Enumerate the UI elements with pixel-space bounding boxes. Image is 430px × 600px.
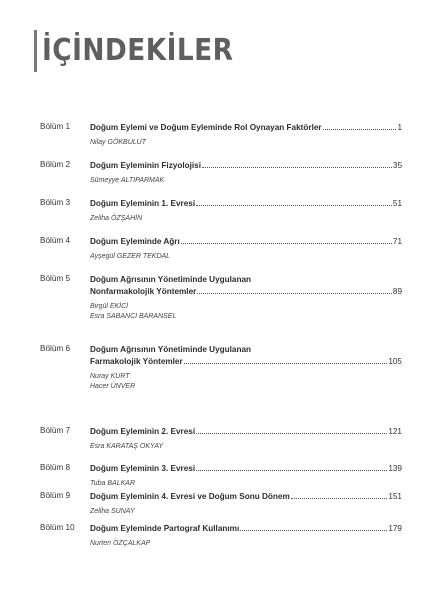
entry-body — [90, 160, 402, 186]
dot-leader — [181, 236, 392, 244]
chapter-number: Bölüm 2 — [40, 160, 71, 169]
dot-leader — [240, 523, 387, 531]
chapter-number: Bölüm 1 — [40, 122, 71, 131]
chapter-title: Doğum Eyleminin 2. Evresi — [90, 427, 196, 436]
page-number: 151 — [388, 492, 402, 501]
chapter-title: Doğum Eyleminde Partograf Kullanımı — [90, 524, 240, 533]
chapter-title: Doğum Ağrısının Yönetiminde Uygulanan — [90, 345, 252, 354]
entry-body — [90, 344, 402, 392]
page-number: 179 — [388, 524, 402, 533]
chapter-title-line — [90, 198, 402, 210]
dot-leader — [202, 160, 392, 168]
page-number: 89 — [392, 287, 402, 296]
author-list — [90, 479, 402, 489]
chapter-title: Doğum Eyleminde Ağrı — [90, 237, 180, 246]
entry-body — [90, 463, 402, 489]
chapter-title-line — [90, 122, 402, 134]
entry-body — [90, 523, 402, 549]
chapter-title: Doğum Ağrısının Yönetiminde Uygulanan — [90, 275, 252, 284]
page-number: 1 — [397, 123, 402, 132]
chapter-title-line — [90, 426, 402, 438]
chapter-title: Farmakolojik Yöntemler — [90, 357, 183, 366]
title-accent-bar — [34, 30, 37, 72]
chapter-title-line — [90, 286, 402, 298]
author-list — [90, 176, 402, 186]
author-name: Esra KARATAŞ OKYAY — [90, 443, 164, 450]
chapter-number: Bölüm 6 — [40, 344, 71, 353]
author-name: Hacer ÜNVER — [90, 383, 136, 390]
page-number: 139 — [388, 464, 402, 473]
page-number: 51 — [392, 199, 402, 208]
author-name: Esra SABANCI BARANSEL — [90, 313, 177, 320]
chapter-title-line — [90, 344, 402, 356]
chapter-number: Bölüm 7 — [40, 426, 71, 435]
dot-leader — [197, 286, 392, 294]
author-list — [90, 214, 402, 224]
chapter-number: Bölüm 10 — [40, 523, 75, 532]
author-name: Ayşegül GEZER TEKDAL — [90, 253, 171, 260]
dot-leader — [196, 463, 387, 471]
entry-body — [90, 491, 402, 517]
chapter-number: Bölüm 9 — [40, 491, 71, 500]
author-name: Birgül EKİCİ — [90, 303, 129, 310]
chapter-title: Doğum Eylemi ve Doğum Eyleminde Rol Oynayan Faktörler — [90, 123, 322, 132]
author-name: Nilay GÖKBULUT — [90, 139, 147, 146]
chapter-title: Doğum Eyleminin 4. Evresi ve Doğum Sonu Dönem — [90, 492, 290, 501]
dot-leader — [291, 491, 388, 499]
page-number: 71 — [392, 237, 402, 246]
page-title: İÇİNDEKİLER — [42, 33, 234, 68]
chapter-number: Bölüm 4 — [40, 236, 71, 245]
author-name: Nuray KURT — [90, 373, 130, 380]
dot-leader — [196, 426, 387, 434]
entry-body — [90, 198, 402, 224]
author-list — [90, 507, 402, 517]
page-number: 105 — [388, 357, 402, 366]
chapter-title-line — [90, 491, 402, 503]
chapter-title-line — [90, 236, 402, 248]
chapter-title-line — [90, 274, 402, 286]
author-list — [90, 252, 402, 262]
dot-leader — [184, 356, 388, 364]
author-list — [90, 442, 402, 452]
chapter-title: Doğum Eyleminin Fizyolojisi — [90, 161, 201, 170]
author-name: Tuba BALKAR — [90, 480, 136, 487]
chapter-title: Nonfarmakolojik Yöntemler — [90, 287, 197, 296]
author-name: Sümeyye ALTIPARMAK — [90, 177, 165, 184]
author-list — [90, 372, 402, 392]
chapter-title-line — [90, 523, 402, 535]
page-number: 121 — [388, 427, 402, 436]
entry-body — [90, 122, 402, 148]
entry-body — [90, 274, 402, 322]
author-name: Zeliha SUNAY — [90, 508, 135, 515]
chapter-number: Bölüm 8 — [40, 463, 71, 472]
author-list — [90, 302, 402, 322]
entry-body — [90, 426, 402, 452]
chapter-title-line — [90, 463, 402, 475]
page-number: 35 — [392, 161, 402, 170]
author-list — [90, 539, 402, 549]
author-name: Nurten ÖZÇALKAP — [90, 540, 151, 547]
author-name: Zeliha ÖZŞAHİN — [90, 215, 143, 222]
chapter-number: Bölüm 3 — [40, 198, 71, 207]
chapter-title-line — [90, 356, 402, 368]
dot-leader — [196, 198, 392, 206]
chapter-title-line — [90, 160, 402, 172]
author-list — [90, 138, 402, 148]
entry-body — [90, 236, 402, 262]
chapter-title: Doğum Eyleminin 1. Evresi — [90, 199, 196, 208]
chapter-title: Doğum Eyleminin 3. Evresi — [90, 464, 196, 473]
dot-leader — [323, 122, 397, 130]
chapter-number: Bölüm 5 — [40, 274, 71, 283]
